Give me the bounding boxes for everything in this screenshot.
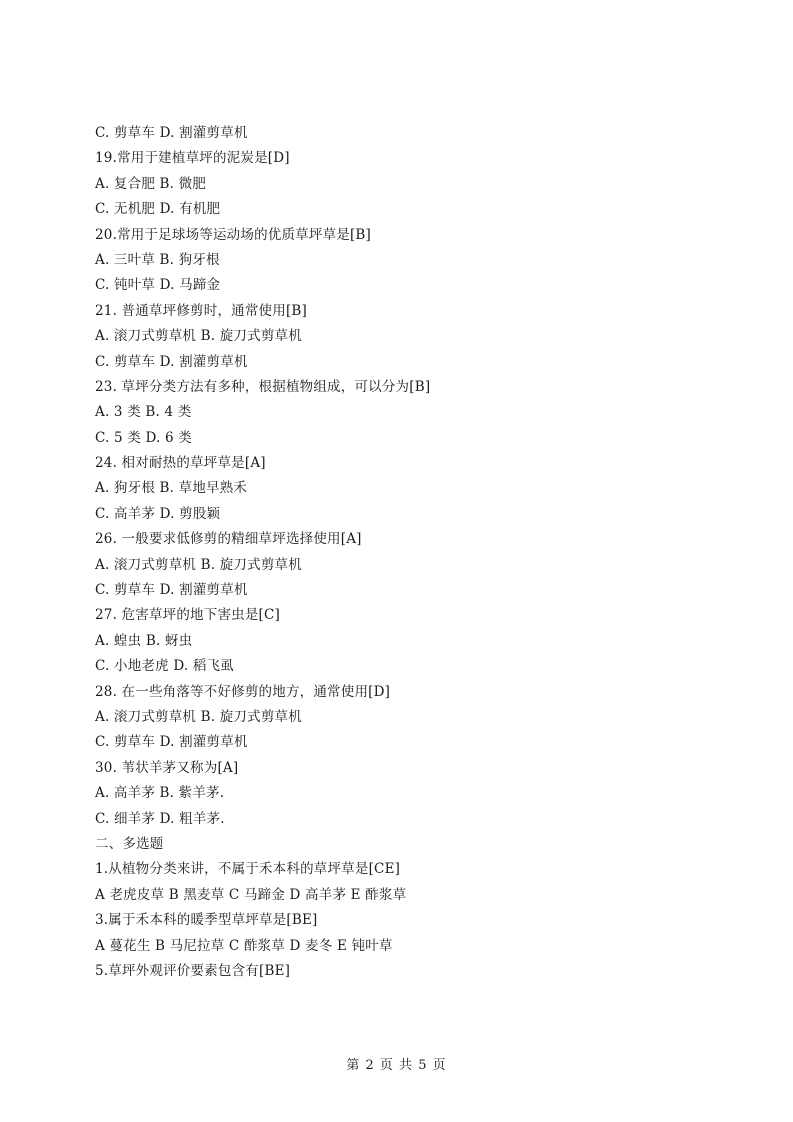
- text-line: C. 高羊茅 D. 剪股颖: [95, 505, 221, 522]
- text-line: A. 3 类 B. 4 类: [95, 404, 192, 421]
- question-28: 28. 在一些角落等不好修剪的地方，通常使用[D]: [95, 683, 391, 700]
- text-line: C. 细羊茅 D. 粗羊茅.: [95, 810, 225, 827]
- question-21: 21. 普通草坪修剪时，通常使用[B]: [95, 302, 308, 319]
- text-line: A. 蝗虫 B. 蚜虫: [95, 632, 193, 649]
- text-line: A. 复合肥 B. 微肥: [95, 175, 207, 192]
- text-line: A. 三叶草 B. 狗牙根: [95, 251, 220, 268]
- text-line: A. 高羊茅 B. 紫羊茅.: [95, 785, 225, 802]
- question-23: 23. 草坪分类方法有多种，根据植物组成，可以分为[B]: [95, 378, 431, 395]
- question-26: 26. 一般要求低修剪的精细草坪选择使用[A]: [95, 531, 362, 548]
- text-line: C. 无机肥 D. 有机肥: [95, 201, 221, 218]
- text-line: C. 剪草车 D. 割灌剪草机: [95, 734, 248, 751]
- text-line: A. 狗牙根 B. 草地早熟禾: [95, 480, 248, 497]
- text-line: A. 滚刀式剪草机 B. 旋刀式剪草机: [95, 328, 302, 345]
- section-heading: 二、多选题: [95, 835, 164, 852]
- question-27: 27. 危害草坪的地下害虫是[C]: [95, 607, 281, 624]
- text-line: A 蔓花生 B 马尼拉草 C 酢浆草 D 麦冬 E 钝叶草: [95, 937, 393, 954]
- question-3: 3.属于禾本科的暖季型草坪草是[BE]: [95, 912, 318, 929]
- question-19: 19.常用于建植草坪的泥炭是[D]: [95, 150, 290, 167]
- question-1: 1.从植物分类来讲，不属于禾本科的草坪草是[CE]: [95, 861, 401, 878]
- question-30: 30. 苇状羊茅又称为[A]: [95, 759, 239, 776]
- question-24: 24. 相对耐热的草坪草是[A]: [95, 455, 266, 472]
- page-body: [95, 121, 705, 984]
- text-line: A. 滚刀式剪草机 B. 旋刀式剪草机: [95, 556, 302, 573]
- question-5: 5.草坪外观评价要素包含有[BE]: [95, 962, 291, 979]
- text-line: A 老虎皮草 B 黑麦草 C 马蹄金 D 高羊茅 E 酢浆草: [95, 886, 407, 903]
- text-line: A. 滚刀式剪草机 B. 旋刀式剪草机: [95, 708, 302, 725]
- text-line: C. 剪草车 D. 割灌剪草机: [95, 582, 248, 599]
- question-20: 20.常用于足球场等运动场的优质草坪草是[B]: [95, 226, 372, 243]
- text-line: C. 小地老虎 D. 稻飞虱: [95, 658, 234, 675]
- text-line: C. 钝叶草 D. 马蹄金: [95, 277, 221, 294]
- page-footer: 第 2 页 共 5 页: [346, 1058, 447, 1073]
- text-line: C. 剪草车 D. 割灌剪草机: [95, 353, 248, 370]
- text-line: C. 5 类 D. 6 类: [95, 429, 193, 446]
- text-line: C. 剪草车 D. 割灌剪草机: [95, 125, 248, 141]
